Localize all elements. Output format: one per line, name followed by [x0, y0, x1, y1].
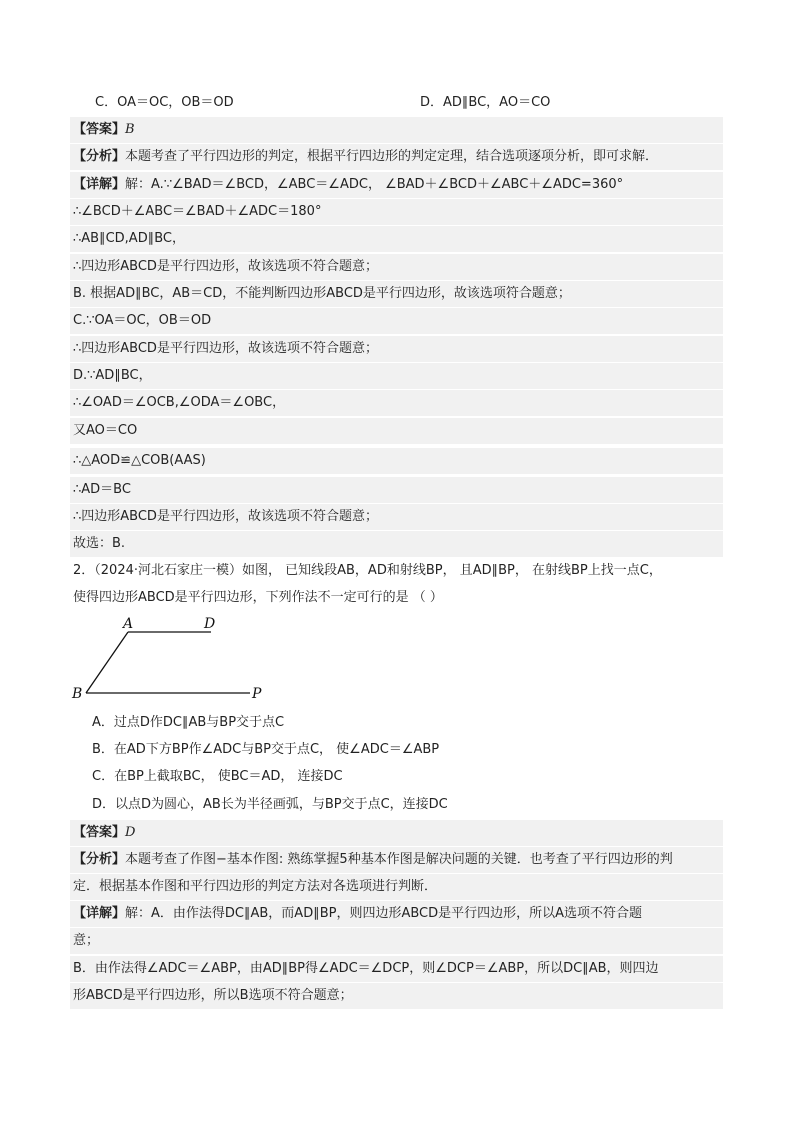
question-2-stem: 使得四边形ABCD是平行四边形，下列作法不一定可行的是 （ ）: [73, 590, 443, 605]
detail-2-line: 意；: [70, 928, 723, 954]
label-a: A: [123, 616, 134, 632]
answer-1-value: B: [125, 122, 135, 137]
segment-ab: [86, 632, 128, 693]
label-d: D: [204, 616, 216, 632]
detail-2-tag: 【详解】: [73, 906, 126, 921]
q2-option-a: A．过点D作DC∥AB与BP交于点C: [92, 715, 285, 730]
detail-1-tag: 【详解】: [73, 177, 126, 192]
q2-option-b: B．在AD下方BP作∠ADC与BP交于点C， 使∠ADC＝∠ABP: [92, 742, 440, 757]
detail-1-line: [70, 172, 723, 198]
detail-2-text: 解：A．由作法得DC∥AB，而AD∥BP，则四边形ABCD是平行四边形，所以A选项不符合题: [125, 906, 643, 921]
answer-2: [70, 820, 723, 846]
answer-2-tag: 【答案】: [73, 825, 126, 840]
detail-1-line: B. 根据AD∥BC，AB＝CD，不能判断四边形ABCD是平行四边形，故该选项符合题意；: [70, 281, 723, 307]
analysis-2-text: 本题考查了作图−基本作图: 熟练掌握5种基本作图是解决问题的关键．也考查了平行四边形的判: [125, 852, 673, 867]
detail-1-line: ∴∠OAD＝∠OCB,∠ODA＝∠OBC，: [70, 390, 723, 416]
label-b: B: [72, 686, 83, 702]
figure-svg: [66, 612, 276, 704]
analysis-2: [70, 847, 723, 873]
detail-1-line: ∴四边形ABCD是平行四边形，故该选项不符合题意；: [70, 336, 723, 362]
q2-option-c: C．在BP上截取BC， 使BC＝AD， 连接DC: [92, 769, 343, 784]
geometry-figure: [66, 612, 276, 704]
question-2-stem: 2．（2024·河北石家庄一模）如图， 已知线段AB，AD和射线BP， 且AD∥BP， 在射线BP上找一点C，: [73, 563, 662, 578]
detail-1-line: 故选：B.: [70, 531, 723, 557]
detail-1-line: ∴△AOD≌△COB(AAS): [70, 448, 723, 474]
detail-1-line: C.∵OA＝OC，OB＝OD: [70, 308, 723, 334]
analysis-1: [70, 144, 723, 170]
detail-1-text: 解：A.∵∠BAD＝∠BCD，∠ABC＝∠ADC， ∠BAD＋∠BCD＋∠ABC＋∠ADC=360°: [125, 177, 624, 192]
detail-1-line: 又AO＝CO: [70, 418, 723, 444]
detail-1-line: ∴AB∥CD,AD∥BC，: [70, 226, 723, 252]
detail-2-line: 形ABCD是平行四边形，所以B选项不符合题意；: [70, 983, 723, 1009]
detail-1-line: D.∵AD∥BC，: [70, 363, 723, 389]
answer-1: [70, 117, 723, 143]
detail-1-line: ∴四边形ABCD是平行四边形，故该选项不符合题意；: [70, 504, 723, 530]
analysis-1-text: 本题考查了平行四边形的判定，根据平行四边形的判定定理，结合选项逐项分析，即可求解．: [125, 149, 659, 164]
q1-options-row: [70, 90, 723, 116]
detail-2-line: B．由作法得∠ADC＝∠ABP，由AD∥BP得∠ADC＝∠DCP，则∠DCP＝∠ABP，所以DC∥AB，则四边: [70, 956, 723, 982]
answer-2-value: D: [125, 825, 136, 840]
analysis-2-line: 定．根据基本作图和平行四边形的判定方法对各选项进行判断．: [70, 874, 723, 900]
detail-2: [70, 901, 723, 927]
detail-1-line: ∴AD＝BC: [70, 477, 723, 503]
detail-1-line: ∴四边形ABCD是平行四边形，故该选项不符合题意；: [70, 254, 723, 280]
analysis-1-tag: 【分析】: [73, 149, 126, 164]
q1-option-d: D．AD∥BC，AO＝CO: [420, 95, 551, 110]
q1-option-c: C．OA＝OC，OB＝OD: [95, 95, 234, 110]
detail-1-line: ∴∠BCD＋∠ABC＝∠BAD＋∠ADC＝180°: [70, 199, 723, 225]
label-p: P: [252, 686, 262, 702]
q2-option-d: D．以点D为圆心，AB长为半径画弧，与BP交于点C，连接DC: [92, 797, 448, 812]
answer-1-tag: 【答案】: [73, 122, 126, 137]
analysis-2-tag: 【分析】: [73, 852, 126, 867]
